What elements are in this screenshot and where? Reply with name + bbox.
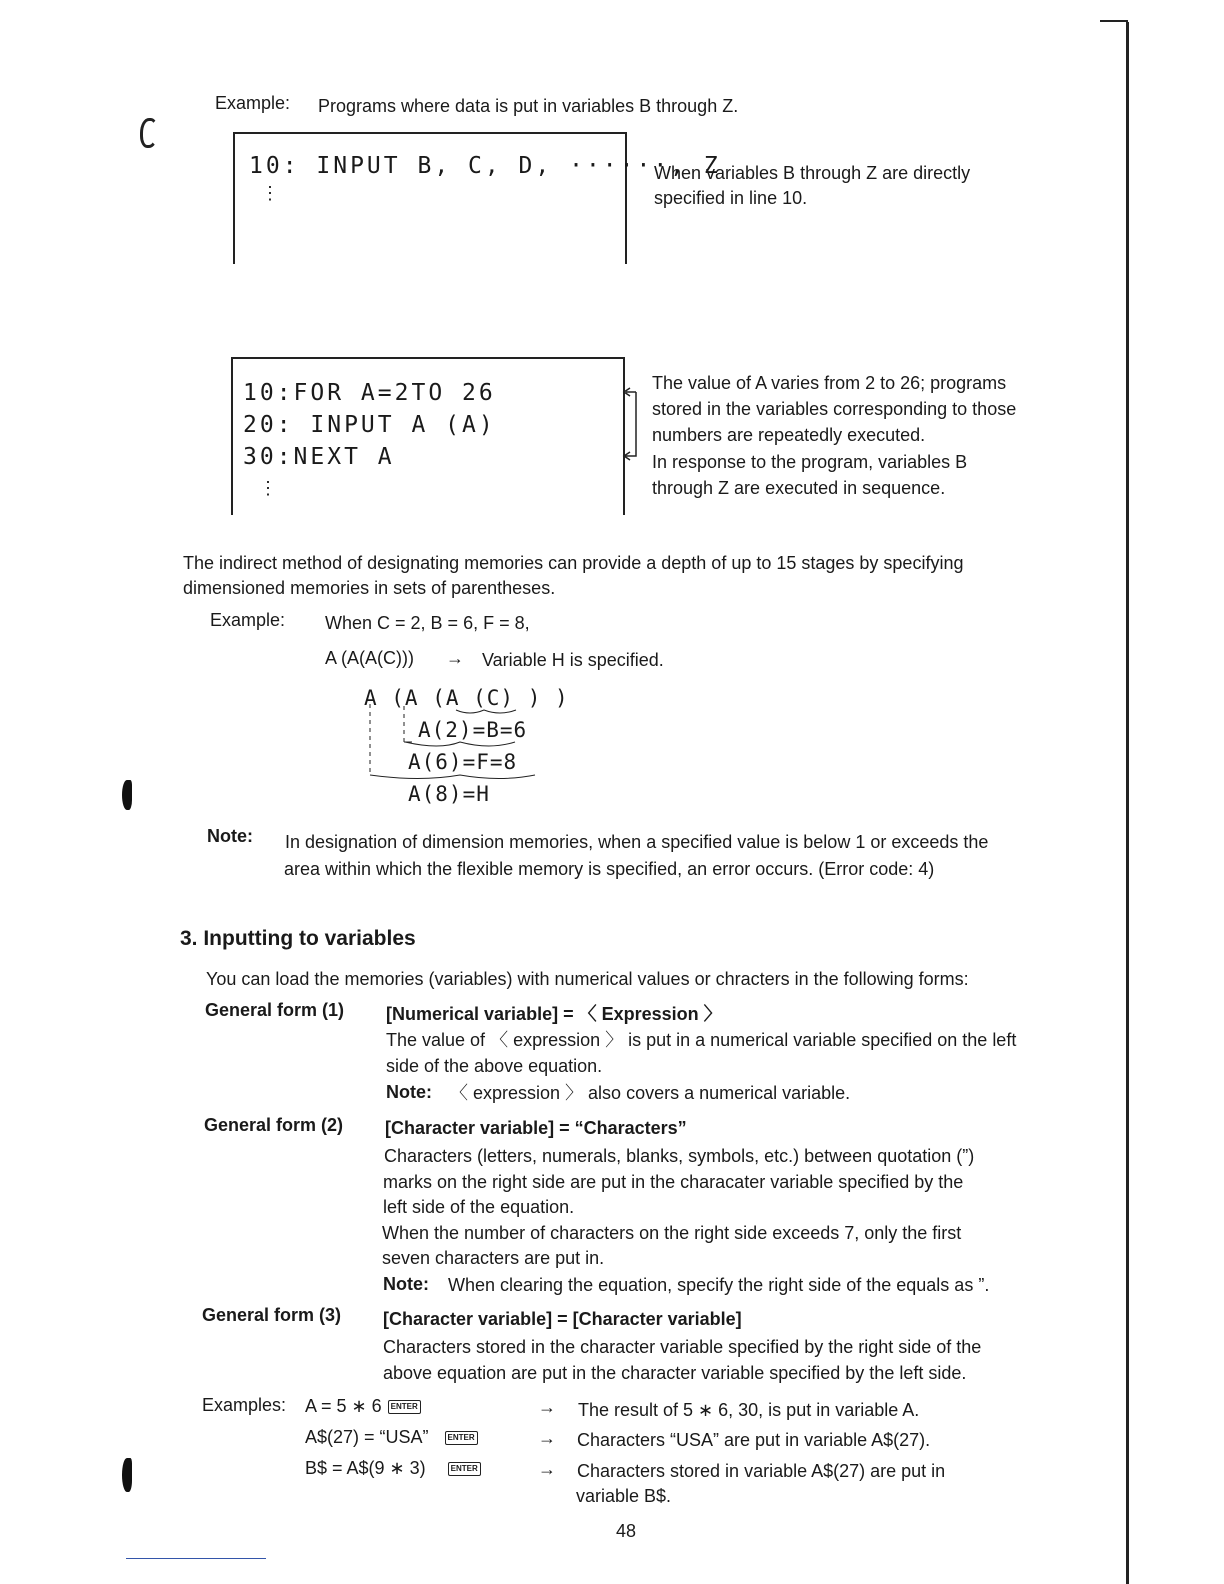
indirect-example-result: Variable H is specified. xyxy=(482,650,664,670)
form2-line-5: seven characters are put in. xyxy=(382,1248,605,1268)
example2-note-1: The value of A varies from 2 to 26; programs xyxy=(652,373,1007,393)
section3-intro: You can load the memories (variables) with numerical values or chracters in the following forms: xyxy=(206,969,969,989)
form2-note-label: Note: xyxy=(383,1274,429,1294)
form3-line-2: above equation are put in the character variable specified by the left side. xyxy=(383,1363,967,1383)
indirect-example-expr: A (A(A(C))) xyxy=(325,648,414,668)
indirect-line-2: dimensioned memories in sets of parentheses. xyxy=(183,578,556,598)
example1-note-2: specified in line 10. xyxy=(654,188,808,208)
diagram-line-1: A (A (A (C) ) ) xyxy=(364,686,569,710)
example-row-2-result: Characters “USA” are put in variable A$(27). xyxy=(577,1430,931,1450)
form3-head: [Character variable] = [Character variable] xyxy=(383,1309,742,1329)
section3-title: 3. Inputting to variables xyxy=(180,927,416,950)
example-row-3-expr-text: B$ = A$(9 ∗ 3) xyxy=(305,1458,426,1478)
diagram-line-4: A(8)=H xyxy=(408,782,490,806)
code-line-2-1: 10:FOR A=2TO 26 xyxy=(243,380,496,406)
form2-line-2: marks on the right side are put in the characater variable specified by the xyxy=(383,1172,964,1192)
example-row-3-result2: variable B$. xyxy=(576,1486,672,1506)
page-edge-top xyxy=(1100,20,1128,22)
example-row-2-expr xyxy=(305,1424,478,1450)
indirect-diagram xyxy=(360,680,569,810)
code-line-1-1: 10: INPUT B, C, D, ······, Z xyxy=(249,153,721,179)
enter-key-icon: ENTER xyxy=(388,1400,421,1414)
example-row-1-result: The result of 5 ∗ 6, 30, is put in variable A. xyxy=(578,1400,920,1420)
code-box-2 xyxy=(231,357,625,515)
example-row-3-expr xyxy=(305,1455,481,1481)
code-box-1 xyxy=(233,132,721,264)
example1-note-1: When variables B through Z are directly xyxy=(654,163,971,183)
footnote-rule xyxy=(126,1558,266,1559)
form1-line-2: side of the above equation. xyxy=(386,1056,603,1076)
form2-line-4: When the number of characters on the right side exceeds 7, only the first xyxy=(382,1223,962,1243)
example2-note-2: stored in the variables corresponding to those xyxy=(652,399,1017,419)
form1-note-label: Note: xyxy=(386,1082,432,1102)
binding-mark xyxy=(140,118,158,148)
form1-label: General form (1) xyxy=(205,1000,345,1020)
example-row-2-arrow: → xyxy=(538,1428,556,1448)
indirect-example-when: When C = 2, B = 6, F = 8, xyxy=(325,613,530,633)
diagram-brackets-icon xyxy=(360,680,560,810)
example1-text: Programs where data is put in variables B through Z. xyxy=(318,96,739,116)
enter-key-icon: ENTER xyxy=(448,1462,481,1476)
indirect-example-arrow: → xyxy=(446,648,464,668)
form2-line-1: Characters (letters, numerals, blanks, symbols, etc.) between quotation (”) xyxy=(384,1146,975,1166)
form1-head: [Numerical variable] = 〈 Expression 〉 xyxy=(386,1004,722,1024)
example1-label: Example: xyxy=(215,93,291,113)
form2-line-3: left side of the equation. xyxy=(383,1197,575,1217)
diagram-line-3: A(6)=F=8 xyxy=(408,750,518,774)
loop-arrow-icon xyxy=(620,382,642,462)
note-line-1: In designation of dimension memories, when a specified value is below 1 or exceeds the xyxy=(285,832,989,852)
binding-mark xyxy=(122,780,132,810)
code-line-2-3: 30:NEXT A xyxy=(243,444,395,470)
indirect-line-1: The indirect method of designating memories can provide a depth of up to 15 stages by specifying xyxy=(183,553,964,573)
example-row-1-expr-text: A = 5 ∗ 6 xyxy=(305,1396,382,1416)
examples-label: Examples: xyxy=(202,1395,287,1415)
code-line-1-2: ⋮ xyxy=(261,183,282,204)
form2-label: General form (2) xyxy=(204,1115,344,1135)
example2-note-3: numbers are repeatedly executed. xyxy=(652,425,926,445)
example-row-1-expr xyxy=(305,1393,421,1419)
code-line-2-2: 20: INPUT A (A) xyxy=(243,412,496,438)
form1-line-1: The value of 〈 expression 〉 is put in a numerical variable specified on the left xyxy=(386,1030,1017,1050)
enter-key-icon: ENTER xyxy=(445,1431,478,1445)
form2-head: [Character variable] = “Characters” xyxy=(385,1118,687,1138)
binding-mark xyxy=(122,1458,132,1492)
page-number: 48 xyxy=(616,1521,637,1541)
code-line-2-4: ⋮ xyxy=(259,478,280,499)
page-edge-line xyxy=(1126,22,1129,1584)
note-label: Note: xyxy=(207,826,253,846)
example-row-1-arrow: → xyxy=(538,1397,556,1417)
example-row-2-expr-text: A$(27) = “USA” xyxy=(305,1427,429,1447)
form3-label: General form (3) xyxy=(202,1305,342,1325)
form3-line-1: Characters stored in the character variable specified by the right side of the xyxy=(383,1337,982,1357)
example2-note-4: In response to the program, variables B xyxy=(652,452,968,472)
example2-note-5: through Z are executed in sequence. xyxy=(652,478,946,498)
example-row-3-result: Characters stored in variable A$(27) are put in xyxy=(577,1461,946,1481)
diagram-line-2: A(2)=B=6 xyxy=(418,718,528,742)
form2-note-text: When clearing the equation, specify the right side of the equals as ”. xyxy=(448,1275,990,1295)
example-row-3-arrow: → xyxy=(538,1459,556,1479)
indirect-example-label: Example: xyxy=(210,610,286,630)
form1-note-text: 〈 expression 〉 also covers a numerical variable. xyxy=(450,1083,851,1103)
note-line-2: area within which the flexible memory is specified, an error occurs. (Error code: 4) xyxy=(284,859,935,879)
